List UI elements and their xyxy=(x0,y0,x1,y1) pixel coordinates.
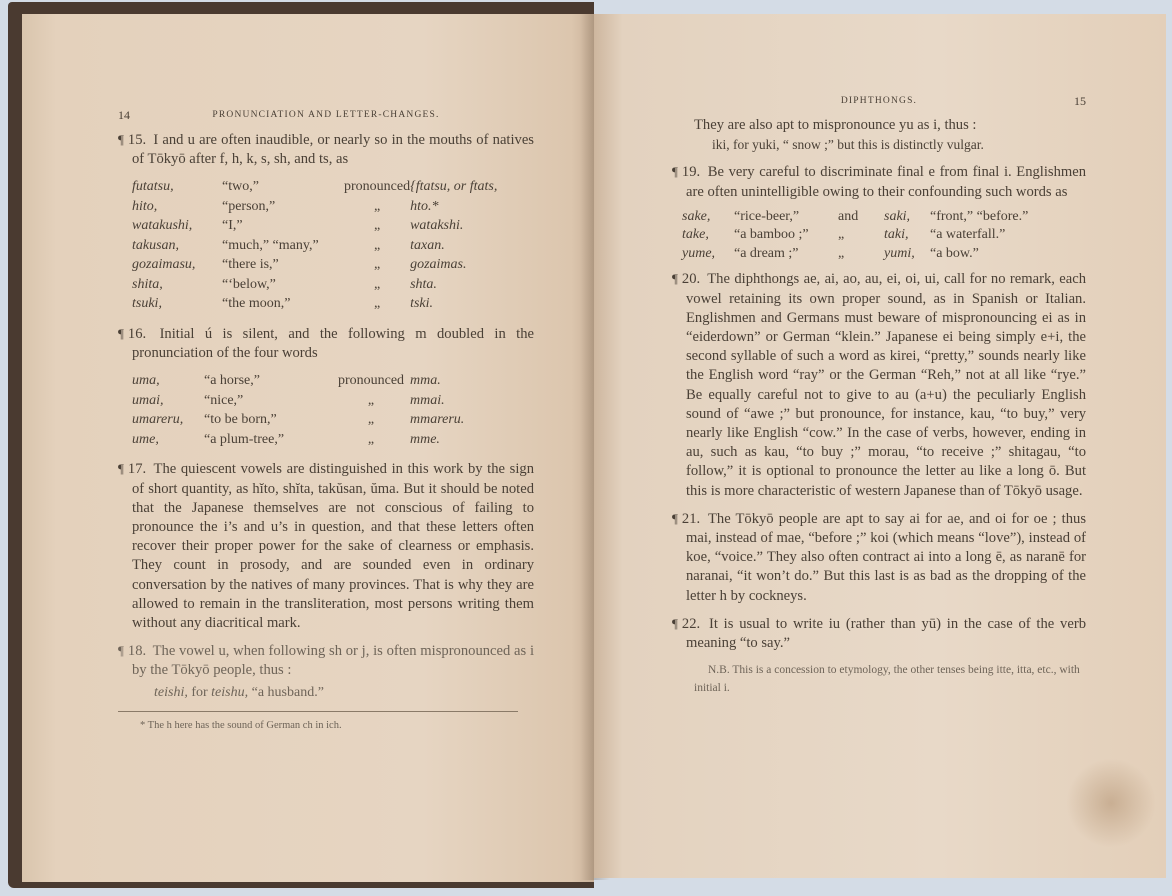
pronunciation-result: mmareru. xyxy=(410,412,465,428)
paragraph-text: It is usual to write iu (rather than yū) in the case of the verb meaning “to say.” xyxy=(686,615,1086,651)
left-page xyxy=(22,14,594,882)
japanese-word: ume, xyxy=(132,431,159,447)
pronounced-marker: „ xyxy=(373,198,381,214)
english-meaning: “to be born,” xyxy=(204,412,277,428)
paragraph-text: The diphthongs ae, ai, ao, au, ei, oi, ui, call for no remark, each vowel retaining its own proper sound, as in Spanish or Italian. Englishmen and Germans must beware of mispronouncing ei as in “eiderdown” or German “klein.” Japanese ei being simply e+i, the second syllable of such a word as kirei, “pretty,” sounds nearly like the English word “ray” or the German “Reh,” not at all like “rye.” Be equally careful not to give to au (a+u) the peculiarly English sound of “awe ;” but pronounce, for instance, kau, “to buy,” very nearly like English “cow.” In the case of verbs, however, ending in au, such as kau, “to buy ;” morau, “to receive ;” shitagau, “to follow,” it is optional to pronounce the letter au like a long ō. But this is more characteristic of western Japanese than of Tōkyō usage. xyxy=(686,271,1086,499)
english-meaning-2: “a bow.” xyxy=(930,245,979,261)
english-meaning: “‘below,” xyxy=(222,276,276,292)
english-meaning: “a bamboo ;” xyxy=(734,227,809,243)
paragraph-number: 22. xyxy=(681,615,701,632)
example-japanese: teishi, xyxy=(154,684,188,700)
english-meaning: “nice,” xyxy=(204,392,244,408)
running-head-title-left: PRONUNCIATION AND LETTER-CHANGES. xyxy=(212,110,440,120)
right-page xyxy=(594,14,1166,878)
japanese-word-2: yumi, xyxy=(884,245,915,261)
pilcrow-mark: ¶ xyxy=(672,164,678,180)
pilcrow-mark: ¶ xyxy=(672,510,678,526)
word-row xyxy=(132,236,497,256)
running-head-left xyxy=(118,110,534,130)
pilcrow-mark: ¶ xyxy=(118,643,124,659)
word-row xyxy=(682,226,1034,245)
word-row xyxy=(132,430,464,450)
word-table-15 xyxy=(132,177,497,314)
word-row xyxy=(682,208,1034,227)
word-row xyxy=(132,197,497,217)
japanese-word: shita, xyxy=(132,276,163,292)
word-table-16 xyxy=(132,371,464,449)
word-row xyxy=(132,255,497,275)
pilcrow-mark: ¶ xyxy=(118,132,124,147)
pronunciation-result: hto.* xyxy=(410,198,439,214)
english-meaning: “a plum-tree,” xyxy=(204,431,285,447)
pilcrow-mark: ¶ xyxy=(672,271,678,287)
pronunciation-result: watakshi. xyxy=(410,218,464,234)
pronounced-marker: „ xyxy=(373,296,381,312)
pronunciation-result: {ftatsu, or ftats, xyxy=(410,179,498,195)
word-row xyxy=(132,294,497,314)
japanese-word: tsuki, xyxy=(132,296,162,312)
paragraph-16 xyxy=(118,324,534,363)
footnote-rule xyxy=(118,711,518,712)
japanese-word: take, xyxy=(682,227,709,243)
conjunction-marker: „ xyxy=(838,245,845,261)
paragraph-number: 20. xyxy=(681,271,701,288)
english-meaning: “a dream ;” xyxy=(734,245,799,261)
word-row xyxy=(682,245,1034,264)
paragraph-text: The vowel u, when following sh or j, is often mispronounced as i by the Tōkyō people, thus : xyxy=(132,643,534,679)
paragraph-number: 18. xyxy=(127,643,147,660)
english-meaning: “much,” “many,” xyxy=(222,237,319,253)
paragraph-text: Be very careful to discriminate final e from final i. Englishmen are often unintelligible owing to their confounding such words as xyxy=(686,164,1086,200)
intro-text: They are also apt to mispronounce yu as i, thus : xyxy=(694,117,977,133)
english-meaning: “the moon,” xyxy=(222,296,291,312)
footnote: * The h here has the sound of German ch in ich. xyxy=(140,719,342,731)
japanese-word: umai, xyxy=(132,392,164,408)
pronunciation-result: taxan. xyxy=(410,237,445,253)
pronounced-marker: „ xyxy=(367,392,375,408)
pronunciation-result: tski. xyxy=(410,296,434,312)
conjunction-marker: „ xyxy=(838,227,845,243)
pronounced-marker: „ xyxy=(373,218,381,234)
pronounced-marker: „ xyxy=(373,257,381,273)
pronounced-marker: pronounced xyxy=(337,373,405,389)
example-english: “a husband.” xyxy=(251,684,324,700)
pronounced-marker: „ xyxy=(367,431,375,447)
english-meaning: “rice-beer,” xyxy=(734,208,800,224)
paragraph-20 xyxy=(672,269,1086,500)
english-meaning: “I,” xyxy=(222,218,243,234)
page-number-left: 14 xyxy=(118,108,130,122)
english-meaning: “a horse,” xyxy=(204,373,260,389)
paragraph-number: 19. xyxy=(681,164,701,181)
page-number-right: 15 xyxy=(1074,94,1086,108)
english-meaning: “there is,” xyxy=(222,257,279,273)
english-meaning: “person,” xyxy=(222,198,276,214)
english-meaning-2: “front,” “before.” xyxy=(930,208,1029,224)
example-18 xyxy=(118,685,534,701)
paragraph-22 xyxy=(672,614,1086,653)
intro-example: iki, for yuki, “ snow ;” but this is distinctly vulgar. xyxy=(712,137,984,153)
example-for: for xyxy=(191,684,208,700)
paper-stain xyxy=(1066,758,1156,848)
english-meaning-2: “a waterfall.” xyxy=(930,227,1006,243)
japanese-word: yume, xyxy=(682,245,716,261)
paragraph-text: The quiescent vowels are distinguished in this work by the sign of short quantity, as hĭto, shĭta, takŭsan, ŭma. But it should be noted that the Japanese themselves are not conscious of failing to pronounce the i’s and u’s in question, and that these letters often recover their proper power for the sake of clearness or emphasis. They count in prosody, and are sounded even in ordinary conversation by the natives of many provinces. That is why they are allowed to remain in the transliteration, most persons writing them without any diacritical mark. xyxy=(132,461,534,631)
word-row xyxy=(132,410,464,430)
pronunciation-result: mmai. xyxy=(410,392,445,408)
running-head-title-right: DIPHTHONGS. xyxy=(840,96,918,106)
japanese-word: uma, xyxy=(132,373,160,389)
paragraph-text: I and u are often inaudible, or nearly so in the mouths of natives of Tōkyō after f, h, k, s, sh, and ts, as xyxy=(132,132,534,168)
pronounced-marker: „ xyxy=(367,412,375,428)
paragraph-text: Initial ú is silent, and the following m doubled in the pronunciation of the four words xyxy=(132,325,534,362)
word-row xyxy=(132,177,497,197)
word-row xyxy=(132,391,464,411)
paragraph-18 xyxy=(118,641,534,680)
paragraph-number: 16. xyxy=(127,325,147,342)
japanese-word: hito, xyxy=(132,198,158,214)
word-table-19 xyxy=(682,208,1034,264)
paragraph-text: The Tōkyō people are apt to say ai for ae, and oi for oe ; thus mai, instead of mae, “before ;” koi (which means “love”), instead of koe, “voice.” They also often contract ai into a long ē, as naranē for naranai, “it won’t do.” But this last is as bad as the dropping of the letter h by cockneys. xyxy=(686,510,1086,604)
pronunciation-result: mma. xyxy=(410,373,441,389)
pronounced-marker: „ xyxy=(373,276,381,292)
word-row xyxy=(132,371,464,391)
paragraph-number: 21. xyxy=(681,510,701,527)
word-row xyxy=(132,216,497,236)
pronounced-marker: „ xyxy=(373,237,381,253)
english-meaning: “two,” xyxy=(222,179,259,195)
pronunciation-result: gozaimas. xyxy=(410,257,467,273)
word-row xyxy=(132,275,497,295)
japanese-word-2: saki, xyxy=(884,208,911,224)
pilcrow-mark: ¶ xyxy=(118,461,124,477)
example-japanese-2: teishu, xyxy=(211,684,249,700)
pronounced-marker: pronounced xyxy=(344,179,411,195)
japanese-word: umareru, xyxy=(132,412,184,428)
pronunciation-result: shta. xyxy=(410,276,437,292)
conjunction-marker: and xyxy=(838,208,859,224)
japanese-word-2: taki, xyxy=(884,227,909,243)
japanese-word: sake, xyxy=(682,208,711,224)
japanese-word: watakushi, xyxy=(132,218,193,234)
nota-bene: N.B. This is a concession to etymology, the other tenses being itte, itta, etc., with initial i. xyxy=(694,664,1080,695)
japanese-word: takusan, xyxy=(132,237,180,253)
paragraph-number: 15. xyxy=(127,132,147,148)
japanese-word: gozaimasu, xyxy=(132,257,196,273)
paragraph-19 xyxy=(672,162,1086,201)
pronunciation-result: mme. xyxy=(410,431,440,447)
paragraph-21 xyxy=(672,509,1086,606)
pilcrow-mark: ¶ xyxy=(118,325,124,341)
paragraph-17 xyxy=(118,459,534,633)
japanese-word: futatsu, xyxy=(132,179,174,195)
paragraph-number: 17. xyxy=(127,461,147,478)
pilcrow-mark: ¶ xyxy=(672,615,678,631)
paragraph-15 xyxy=(118,130,534,169)
running-head-right xyxy=(672,96,1086,116)
